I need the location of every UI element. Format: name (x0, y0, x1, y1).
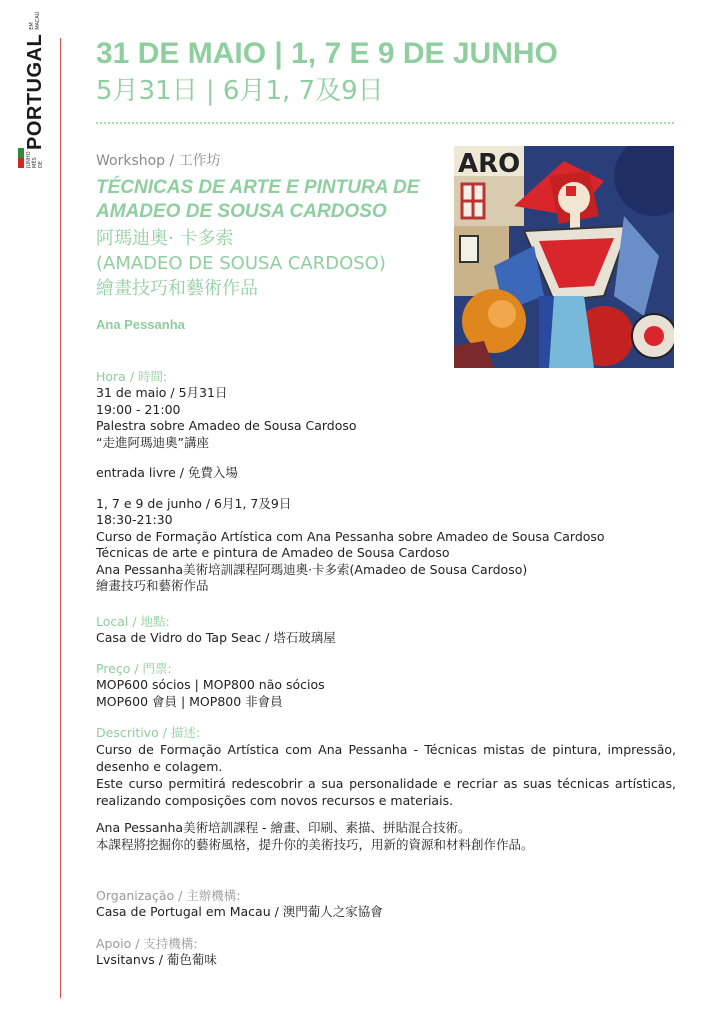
poster-content (96, 36, 696, 968)
date-chinese: 5月31日 | 6月1, 7及9日 (96, 76, 384, 106)
hora-label: Hora / 時間: (96, 369, 168, 384)
painting-artwork (454, 146, 674, 368)
title-pt-line2: AMADEO DE SOUSA CARDOSO (96, 201, 387, 222)
hora-line: Técnicas de arte e pintura de Amadeo de Sousa Cardoso (96, 545, 450, 560)
apoio-value: Lvsitanvs / 葡色葡味 (96, 951, 217, 967)
author-name: Ana Pessanha (96, 317, 185, 332)
dotted-separator (96, 122, 674, 124)
descritivo-zh2: 本課程將挖掘你的藝術風格，提升你的美術技巧，用新的資源和材料創作作品。 (96, 837, 534, 852)
hora-line: 1, 7 e 9 de junho / 6月1, 7及9日 (96, 495, 292, 511)
portugal-flag-mark (18, 148, 24, 168)
event-kicker: Workshop / 工作坊 (96, 153, 221, 169)
descritivo-zh1: Ana Pessanha美術培訓課程 - 繪畫、印刷、素描、拼貼混合技術。 (96, 820, 471, 835)
event-header (96, 150, 696, 360)
descritivo-pt2: Este curso permitirá redescobrir a sua personalidade e recriar as suas técnicas artísticas, realizando composições com novos recursos e materiais. (96, 776, 676, 808)
brand-name: PORTUGAL (23, 33, 46, 150)
brand-small-text: JUNHO MÊS DE (26, 151, 44, 168)
hora-line: “走進阿瑪迪奧”講座 (96, 434, 209, 450)
preco-line: MOP600 會員 | MOP800 非會員 (96, 693, 283, 709)
descritivo-label: Descritivo / 描述: (96, 725, 201, 740)
date-portuguese: 31 DE MAIO | 1, 7 E 9 DE JUNHO (96, 37, 558, 70)
title-zh-line2: (AMADEO DE SOUSA CARDOSO) (96, 253, 386, 274)
hora-line: 31 de maio / 5月31日 (96, 385, 228, 400)
hora-line: Palestra sobre Amadeo de Sousa Cardoso (96, 418, 357, 433)
hora-line: Curso de Formação Artística com Ana Pessanha sobre Amadeo de Sousa Cardoso (96, 528, 605, 544)
organizacao-value: Casa de Portugal em Macau / 澳門葡人之家協會 (96, 904, 383, 919)
painting-text: ARO (458, 149, 521, 179)
apoio-label: Apoio / 支持機構: (96, 935, 198, 951)
title-zh-line1: 阿瑪迪奧· 卡多索 (96, 228, 234, 249)
painting-image (454, 146, 674, 368)
hora-line: Ana Pessanha美術培訓課程阿瑪迪奧·卡多索(Amadeo de Sousa Cardoso) (96, 561, 528, 577)
free-entry: entrada livre / 免費入場 (96, 465, 238, 480)
hora-line: 18:30-21:30 (96, 512, 173, 527)
vertical-divider (60, 38, 61, 998)
title-zh-line3: 繪畫技巧和藝術作品 (96, 278, 258, 299)
descritivo-pt1: Curso de Formação Artística com Ana Pessanha - Técnicas mistas de pintura, impressão, desenho e colagem. (96, 742, 676, 774)
local-value: Casa de Vidro do Tap Seac / 塔石玻璃屋 (96, 629, 336, 645)
preco-label: Preço / 門票: (96, 661, 172, 676)
organizacao-label: Organização / 主辦機構: (96, 888, 241, 903)
title-pt-line1: TÉCNICAS DE ARTE E PINTURA DE (96, 177, 420, 198)
hora-line: 19:00 - 21:00 (96, 401, 181, 417)
preco-line: MOP600 sócios | MOP800 não sócios (96, 677, 325, 692)
local-label: Local / 地點: (96, 613, 170, 629)
portugal-brand-logo (20, 11, 50, 168)
hora-line: 繪畫技巧和藝術作品 (96, 578, 209, 593)
brand-sub-text: EM MACAU (29, 11, 41, 30)
